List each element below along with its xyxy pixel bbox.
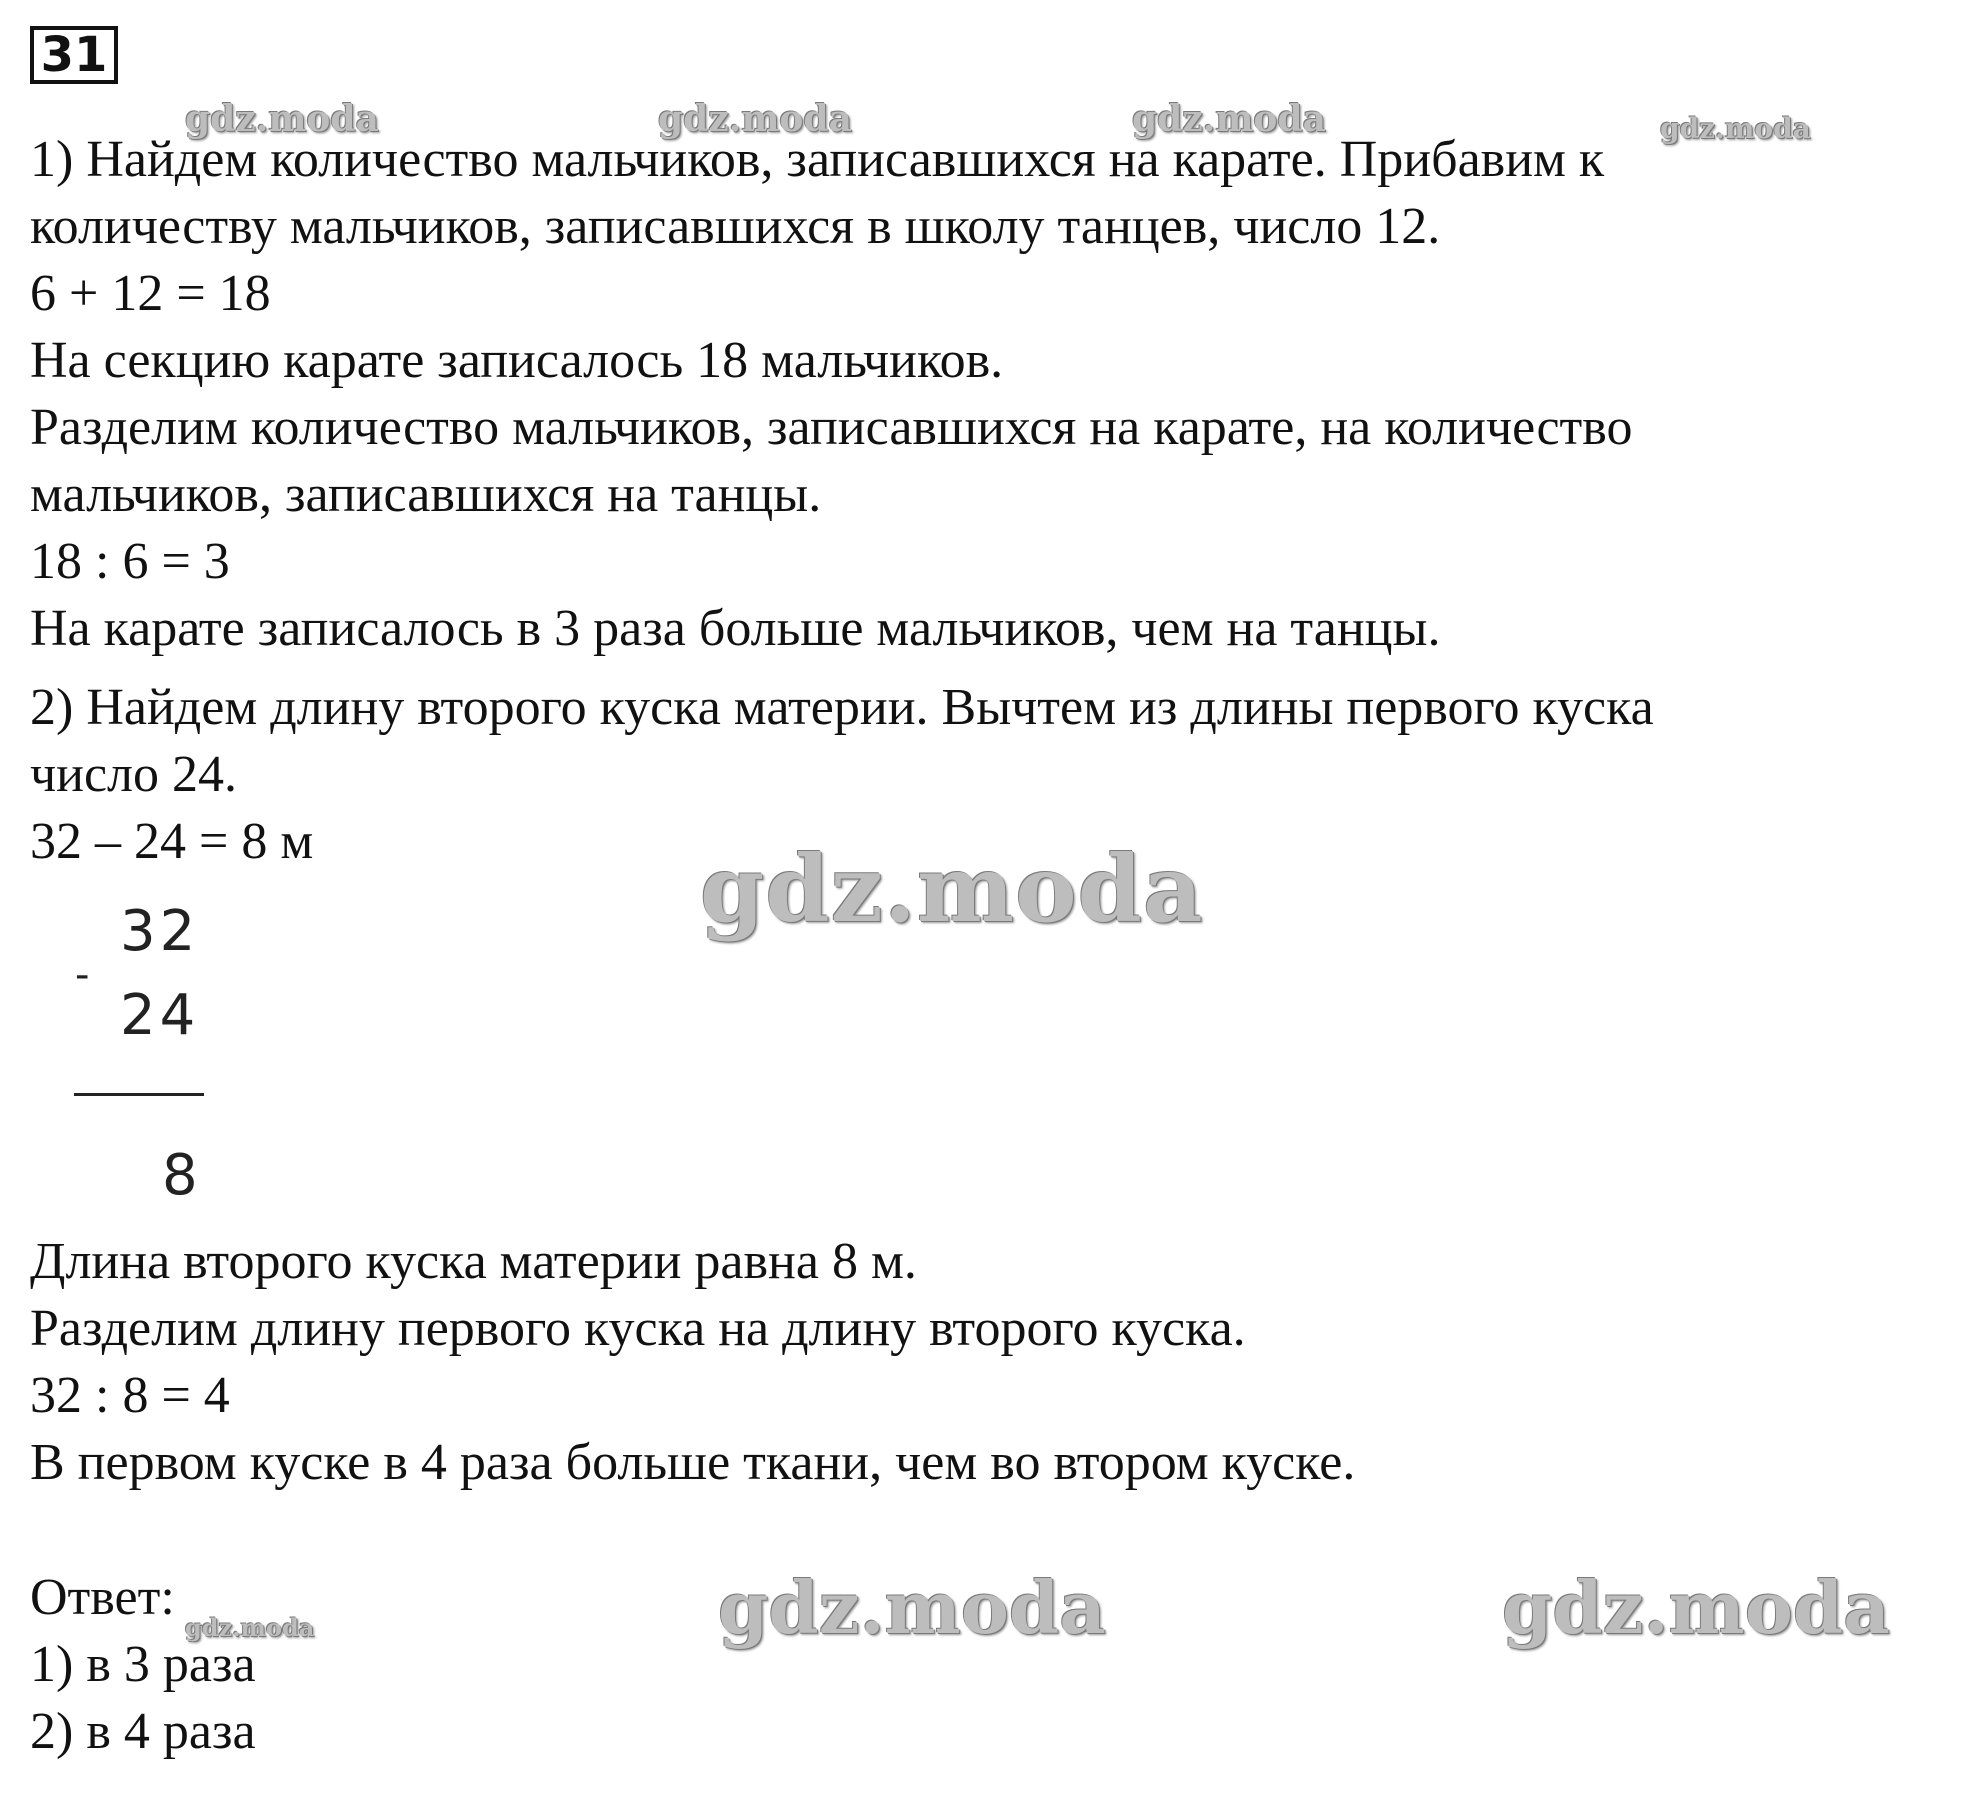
column-minuend: 32: [120, 899, 200, 964]
text-line: Разделим количество мальчиков, записавшихся на карате, на количество: [30, 399, 1633, 456]
column-minus-sign: -: [75, 952, 90, 998]
equation-line: 6 + 12 = 18: [30, 265, 271, 322]
watermark-logo: gdz.moda: [1502, 1565, 1890, 1650]
text-line: 2) Найдем длину второго куска материи. Вычтем из длины первого куска: [30, 679, 1654, 736]
text-line: Длина второго куска материи равна 8 м.: [30, 1233, 917, 1290]
text-line: число 24.: [30, 746, 238, 803]
watermark-logo: gdz.moda: [658, 98, 852, 140]
text-line: мальчиков, записавшихся на танцы.: [30, 466, 822, 523]
equation-line: 32 – 24 = 8 м: [30, 813, 314, 870]
answer-item: 2) в 4 раза: [30, 1703, 256, 1760]
answer-item: 1) в 3 раза: [30, 1636, 256, 1693]
task-number-badge: 31: [30, 26, 118, 84]
watermark-logo: gdz.moda: [1660, 112, 1811, 145]
watermark-logo: gdz.moda: [185, 1613, 315, 1642]
watermark-logo: gdz.moda: [700, 835, 1204, 943]
text-line: количеству мальчиков, записавшихся в школу танцев, число 12.: [30, 198, 1441, 255]
watermark-logo: gdz.moda: [1132, 98, 1326, 140]
equation-line: 32 : 8 = 4: [30, 1367, 230, 1424]
text-line: На карате записалось в 3 раза больше мальчиков, чем на танцы.: [30, 600, 1441, 657]
column-divider-line: [74, 1093, 204, 1096]
column-result: 8: [162, 1143, 202, 1208]
column-subtrahend: 24: [120, 983, 200, 1048]
equation-line: 18 : 6 = 3: [30, 533, 230, 590]
watermark-logo: gdz.moda: [185, 98, 379, 140]
text-line: На секцию карате записалось 18 мальчиков.: [30, 332, 1004, 389]
text-line: Разделим длину первого куска на длину второго куска.: [30, 1300, 1246, 1357]
watermark-logo: gdz.moda: [718, 1565, 1106, 1650]
text-line: В первом куске в 4 раза больше ткани, чем во втором куске.: [30, 1434, 1356, 1491]
text-line: 1) Найдем количество мальчиков, записавшихся на карате. Прибавим к: [30, 131, 1605, 188]
answer-label: Ответ:: [30, 1569, 175, 1626]
